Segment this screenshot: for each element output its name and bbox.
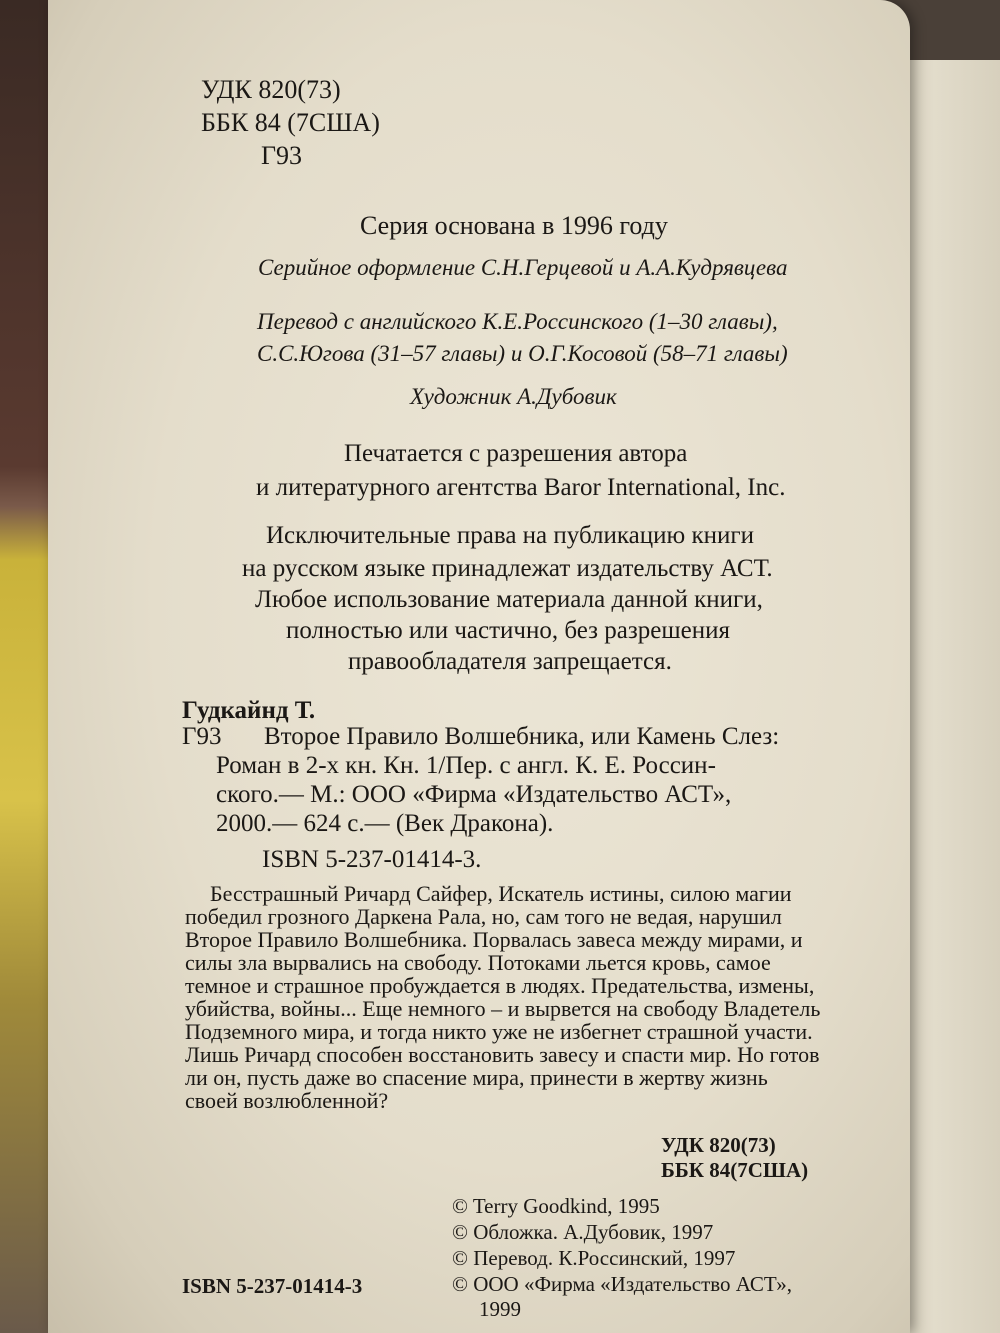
annotation-line-10: своей возлюбленной?	[185, 1088, 389, 1113]
footer-bbk: ББК 84(7США)	[661, 1158, 809, 1182]
bibliography-line-2: Роман в 2-х кн. Кн. 1/Пер. с англ. К. Е. Россин-	[216, 752, 716, 779]
annotation-line-2: победил грозного Даркена Рала, но, сам того не ведая, нарушил	[185, 904, 782, 929]
book-page	[48, 0, 910, 1333]
header-bbk: ББК 84 (7США)	[201, 108, 380, 137]
series-note: Серия основана в 1996 году	[360, 211, 668, 240]
rights-line-3: Любое использование материала данной книги,	[255, 586, 763, 613]
rights-line-5: правообладателя запрещается.	[348, 648, 672, 675]
copyright-publisher-year: 1999	[479, 1297, 521, 1321]
header-code: Г93	[261, 141, 303, 170]
annotation-line-1: Бесстрашный Ричард Сайфер, Искатель истины, силою магии	[210, 881, 792, 906]
bibliography-code: Г93	[182, 723, 222, 750]
copyright-publisher: © ООО «Фирма «Издательство АСТ»,	[452, 1272, 792, 1296]
copyright-author: © Terry Goodkind, 1995	[452, 1194, 660, 1218]
header-udk: УДК 820(73)	[201, 75, 341, 104]
annotation-line-3: Второе Правило Волшебника. Порвалась завеса между мирами, и	[185, 927, 803, 952]
annotation-line-7: Подземного мира, и тогда никто уже не избегнет страшной участи.	[185, 1019, 813, 1044]
artist-credit: Художник А.Дубовик	[410, 384, 617, 409]
annotation-line-8: Лишь Ричард способен восстановить завесу и спасти мир. Но готов	[185, 1042, 820, 1067]
permission-line-1: Печатается с разрешения автора	[344, 440, 688, 467]
bibliography-line-3: ского.— М.: ООО «Фирма «Издательство АСТ»,	[216, 781, 732, 808]
footer-udk: УДК 820(73)	[661, 1133, 776, 1157]
permission-line-2: и литературного агентства Baror International, Inc.	[256, 474, 786, 501]
footer-isbn: ISBN 5-237-01414-3	[182, 1274, 363, 1298]
bibliography-isbn: ISBN 5-237-01414-3.	[262, 846, 482, 873]
annotation-line-6: убийства, войны... Еще немного – и вырвется на свободу Владетель	[185, 996, 821, 1021]
bibliography-author: Гудкайнд Т.	[182, 697, 316, 724]
bibliography-line-1: Второе Правило Волшебника, или Камень Слез:	[264, 723, 780, 750]
rights-line-1: Исключительные права на публикацию книги	[266, 522, 754, 549]
annotation-line-9: ли он, пусть даже во спасение мира, принести в жертву жизнь	[185, 1065, 768, 1090]
copyright-translation: © Перевод. К.Россинский, 1997	[452, 1246, 736, 1270]
rights-line-4: полностью или частично, без разрешения	[286, 617, 730, 644]
copyright-cover: © Обложка. А.Дубовик, 1997	[452, 1220, 714, 1244]
translation-credit-line-2: С.С.Югова (31–57 главы) и О.Г.Косовой (58–71 главы)	[257, 341, 788, 366]
rights-line-2: на русском языке принадлежат издательству АСТ.	[242, 555, 773, 582]
translation-credit-line-1: Перевод с английского К.Е.Россинского (1–30 главы),	[257, 309, 778, 334]
annotation-line-5: темное и страшное пробуждается в людях. Предательства, измены,	[185, 973, 815, 998]
bibliography-line-4: 2000.— 624 с.— (Век Дракона).	[216, 810, 554, 837]
design-credit: Серийное оформление С.Н.Герцевой и А.А.Кудрявцева	[258, 255, 788, 280]
annotation-line-4: силы зла вырвались на свободу. Потоками льется кровь, самое	[185, 950, 771, 975]
